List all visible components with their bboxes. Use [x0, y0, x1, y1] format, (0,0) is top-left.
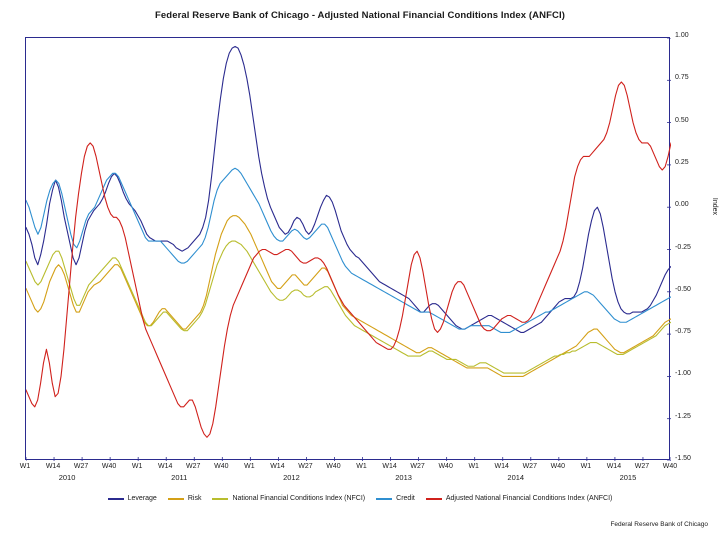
x-axis-tick-label: W27: [298, 463, 313, 470]
legend-label: Adjusted National Financial Conditions Index (ANFCI): [445, 495, 613, 502]
x-axis-tick-label: W1: [131, 463, 143, 470]
y-axis-tick-label: -1.25: [675, 412, 691, 420]
y-axis-tick-label: 0.25: [675, 158, 689, 166]
y-axis-tick-label: -1.00: [675, 370, 691, 378]
legend-label: Credit: [396, 495, 415, 502]
x-axis-tick-label: W27: [634, 463, 650, 470]
y-axis-tick-label: 0.75: [675, 74, 689, 82]
y-axis-tick-label: 0.00: [675, 201, 689, 209]
x-axis-tick-label: W1: [19, 463, 31, 470]
y-axis-tick-label: -1.50: [675, 455, 691, 462]
x-axis-tick-label: W14: [382, 463, 397, 470]
x-axis-tick-label: W14: [270, 463, 285, 470]
x-axis-tick-label: W14: [494, 463, 509, 470]
legend-item[interactable]: [426, 495, 613, 502]
x-axis-year-label: 2013: [395, 473, 412, 482]
plot-area: [25, 37, 670, 460]
legend-label: Risk: [187, 495, 202, 502]
x-axis-tick-label: W27: [73, 463, 89, 470]
y-axis-tick-label: -0.25: [675, 243, 691, 251]
legend-item[interactable]: [108, 495, 157, 502]
legend-label: National Financial Conditions Index (NFCI): [232, 495, 366, 502]
x-axis-tick-label: W27: [410, 463, 425, 470]
y-axis-tick-label: 1.00: [675, 32, 689, 39]
plot-svg: [26, 38, 671, 461]
source-note: Federal Reserve Bank of Chicago: [610, 521, 708, 528]
x-axis-tick-label: W40: [438, 463, 453, 470]
series-line: [26, 82, 671, 437]
legend-item[interactable]: [376, 495, 415, 502]
x-axis-year-label: 2015: [619, 473, 637, 482]
x-axis-tick-label: W40: [101, 463, 117, 470]
x-axis-tick-label: W14: [606, 463, 622, 470]
x-axis-tick-label: W40: [662, 463, 678, 470]
x-axis-tick-label: W14: [158, 463, 173, 470]
x-axis-tick-label: W14: [45, 463, 61, 470]
x-axis-tick-label: W27: [186, 463, 201, 470]
y-axis-label: Index: [711, 197, 718, 215]
x-axis-tick-label: W40: [326, 463, 341, 470]
x-axis-tick-label: W40: [214, 463, 229, 470]
x-axis-tick-label: W1: [356, 463, 367, 470]
x-axis-tick-label: W1: [244, 463, 255, 470]
y-axis-tick-label: -0.50: [675, 285, 691, 293]
x-axis-tick-label: W1: [468, 463, 479, 470]
x-axis-year-label: 2012: [283, 473, 300, 482]
series-line: [26, 46, 671, 332]
chart-legend: [0, 495, 720, 502]
legend-item[interactable]: [168, 495, 202, 502]
y-axis-tick-label: 0.50: [675, 116, 689, 124]
legend-color-swatch: [168, 498, 184, 500]
y-axis-tick-label: -0.75: [675, 328, 691, 336]
x-axis-tick-label: W27: [522, 463, 537, 470]
series-line: [26, 168, 671, 332]
page-title: Federal Reserve Bank of Chicago - Adjusted National Financial Conditions Index (ANFCI): [155, 10, 565, 21]
legend-item[interactable]: [212, 495, 365, 502]
series-line: [26, 241, 671, 373]
legend-color-swatch: [426, 498, 442, 500]
x-axis-tick-label: W40: [550, 463, 566, 470]
legend-color-swatch: [212, 498, 228, 500]
x-axis-year-label: 2010: [58, 473, 76, 482]
legend-color-swatch: [376, 498, 392, 500]
legend-color-swatch: [108, 498, 124, 500]
x-axis-year-label: 2014: [507, 473, 525, 482]
x-axis-year-label: 2011: [171, 473, 188, 482]
x-axis-tick-label: W1: [580, 463, 592, 470]
legend-label: Leverage: [127, 495, 157, 502]
